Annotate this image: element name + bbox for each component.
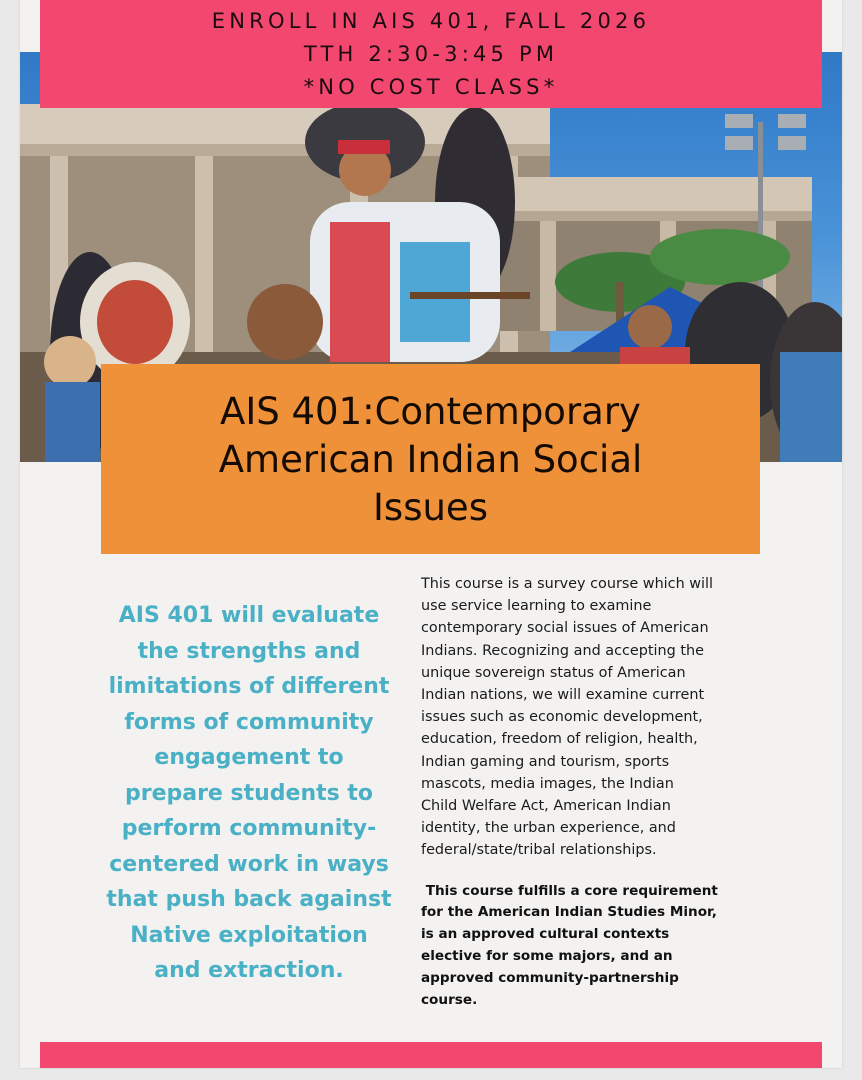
requirement-line: elective for some majors, and an [421, 948, 673, 965]
requirement-line: for the American Indian Studies Minor, [421, 904, 717, 921]
course-title-box [101, 364, 760, 554]
highlight-line: engagement to [154, 745, 344, 770]
highlight-line: and extraction. [154, 958, 344, 983]
description-line: Indian gaming and tourism, sports [421, 753, 670, 770]
description-line: Indians. Recognizing and accepting the [421, 642, 705, 659]
enroll-banner-line-3: *NO COST CLASS* [303, 75, 559, 99]
course-title-line-2: American Indian Social [218, 438, 643, 481]
highlight-line: that push back against [106, 887, 392, 912]
description-line: use service learning to examine [421, 598, 652, 615]
course-highlight [94, 598, 404, 989]
highlight-line: forms of community [124, 709, 374, 735]
description-line: federal/state/tribal relationships. [421, 842, 657, 859]
requirement-line: is an approved cultural contexts [421, 926, 670, 943]
description-line: issues such as economic development, [421, 709, 703, 726]
requirement-line: course. [421, 991, 478, 1008]
highlight-line: limitations of different [108, 674, 390, 699]
description-line: unique sovereign status of American [421, 664, 686, 681]
bottom-accent-bar [40, 1042, 822, 1068]
description-line: education, freedom of religion, health, [421, 731, 698, 748]
description-line: contemporary social issues of American [421, 620, 709, 637]
course-description [421, 573, 781, 1011]
requirement-line: This course fulfills a core requirement [421, 882, 718, 899]
course-title-line-3: Issues [373, 486, 488, 529]
flyer-page [20, 0, 842, 1068]
enroll-banner-line-1: ENROLL IN AIS 401, FALL 2026 [211, 9, 651, 33]
enroll-banner-line-2: TTH 2:30-3:45 PM [303, 42, 559, 66]
enroll-banner [40, 0, 822, 108]
description-line: This course is a survey course which will [421, 576, 714, 592]
requirement-note [421, 881, 781, 1012]
description-line: mascots, media images, the Indian [421, 775, 674, 792]
highlight-line: AIS 401 will evaluate [118, 603, 380, 628]
highlight-line: perform community- [121, 816, 377, 841]
description-line: Indian nations, we will examine current [421, 687, 705, 704]
description-line: identity, the urban experience, and [421, 820, 676, 837]
highlight-line: the strengths and [137, 638, 361, 664]
highlight-line: centered work in ways [109, 851, 389, 877]
highlight-line: prepare students to [124, 780, 374, 806]
highlight-line: Native exploitation [130, 922, 368, 948]
course-title-line-1: AIS 401:Contemporary [220, 390, 641, 433]
requirement-line: approved community-partnership [421, 969, 679, 986]
description-line: Child Welfare Act, American Indian [421, 798, 671, 815]
